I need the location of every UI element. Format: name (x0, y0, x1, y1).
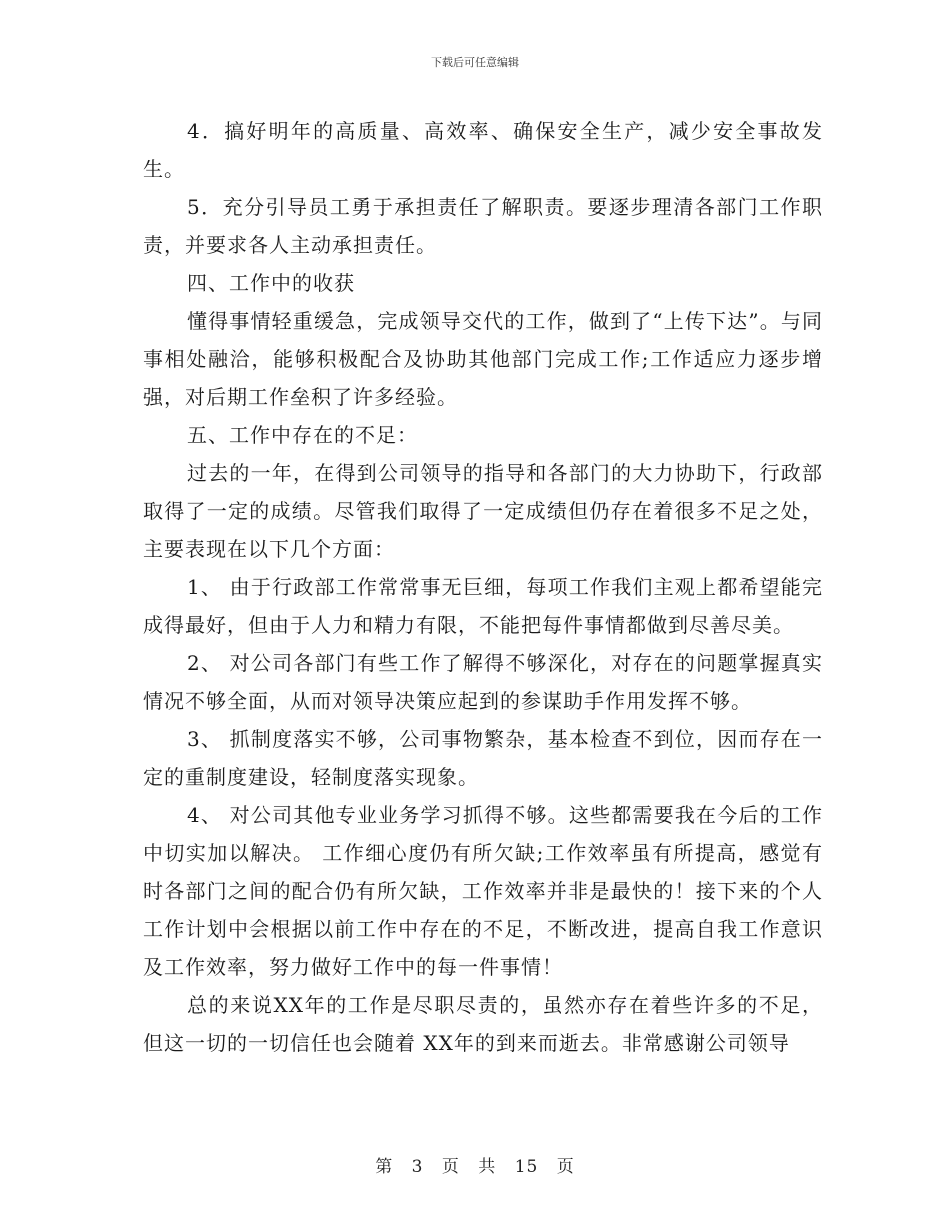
total-pages-number: 15 (514, 1157, 539, 1177)
paragraph-summary: 总的来说XX年的工作是尽职尽责的，虽然亦存在着些许多的不足，但这一切的一切信任也会随着 XX年的到来而逝去。非常感谢公司领导 (143, 993, 823, 1055)
page-header: 下载后可任意编辑 (431, 56, 519, 69)
paragraph-item-4: 4．搞好明年的高质量、高效率、确保安全生产，减少安全事故发生。 (143, 119, 823, 181)
paragraph-gains: 懂得事情轻重缓急，完成领导交代的工作，做到了“上传下达”。与同事相处融洽，能够积极配合及协助其他部门完成工作;工作适应力逐步增强，对后期工作垒积了许多经验。 (143, 309, 823, 409)
shortcoming-item-1: 1、 由于行政部工作常常事无巨细，每项工作我们主观上都希望能完成得最好，但由于人力和精力有限，不能把每件事情都做到尽善尽美。 (143, 575, 823, 637)
paragraph-shortcomings-intro: 过去的一年，在得到公司领导的指导和各部门的大力协助下，行政部取得了一定的成绩。尽管我们取得了一定成绩但仍存在着很多不足之处，主要表现在以下几个方面： (143, 461, 823, 561)
page-label-mid: 页 (441, 1157, 460, 1177)
section-heading-gains: 四、工作中的收获 (187, 271, 355, 295)
current-page-number: 3 (411, 1157, 424, 1177)
shortcoming-item-3: 3、 抓制度落实不够，公司事物繁杂，基本检查不到位，因而存在一定的重制度建设，轻制度落实现象。 (143, 727, 823, 789)
total-prefix: 共 (478, 1157, 497, 1177)
paragraph-item-5: 5．充分引导员工勇于承担责任了解职责。要逐步理清各部门工作职责，并要求各人主动承担责任。 (143, 195, 823, 257)
page-label-prefix: 第 (375, 1157, 394, 1177)
page-footer (0, 1152, 950, 1177)
page-label-suffix: 页 (556, 1157, 575, 1177)
section-heading-shortcomings: 五、工作中存在的不足： (187, 423, 418, 447)
document-body (143, 112, 823, 1062)
shortcoming-item-2: 2、 对公司各部门有些工作了解得不够深化，对存在的问题掌握真实情况不够全面，从而对领导决策应起到的参谋助手作用发挥不够。 (143, 651, 823, 713)
shortcoming-item-4: 4、 对公司其他专业业务学习抓得不够。这些都需要我在今后的工作中切实加以解决。 工作细心度仍有所欠缺;工作效率虽有所提高，感觉有时各部门之间的配合仍有所欠缺，工作效率并非是最快的！接下来的个人工作计划中会根据以前工作中存在的不足，不断改进，提高自我工作意识及工作效率，努力做好工作中的每一件事情！ (143, 803, 823, 979)
